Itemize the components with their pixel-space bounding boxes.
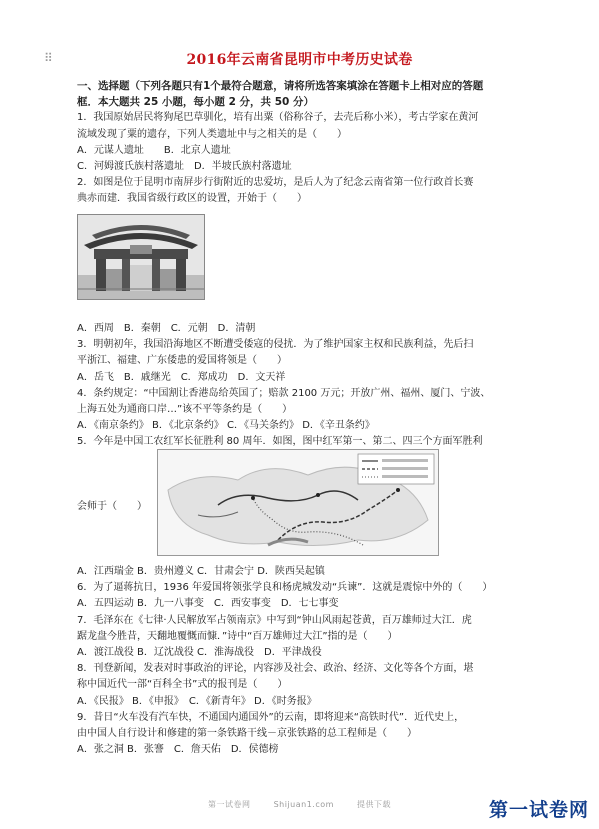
question-line: 流域发现了粟的遗存，下列人类遗址中与之相关的是（ ）: [77, 128, 347, 140]
drag-handle-icon[interactable]: ⠿: [44, 51, 54, 65]
question-line: 3．明朝初年，我国沿海地区不断遭受倭寇的侵扰．为了维护国家主权和民族利益，先后扫: [77, 339, 474, 351]
document-title: 2016年云南省昆明市中考历史试卷: [186, 52, 413, 68]
question-line: 由中国人自行设计和修建的第一条铁路干线－京张铁路的总工程师是（ ）: [77, 728, 417, 740]
section-heading-line: 框．本大题共 25 小题，每小题 2 分，共 50 分）: [77, 96, 314, 109]
question-line: 典赤而建．我国省级行政区的设置，开始于（ ）: [77, 193, 307, 205]
question-line: A．《南京条约》 B．《北京条约》 C．《马关条约》 D．《辛丑条约》: [77, 420, 375, 432]
question-line: 7．毛泽东在《七律·人民解放军占领南京》中写到“钟山风雨起苍黄，百万雄师过大江．虎: [77, 614, 472, 626]
question-line: A．五四运动 B．九一八事变 C．西安事变 D．七七事变: [77, 598, 339, 610]
question-line: A．西周 B．秦朝 C．元朝 D．清朝: [77, 323, 256, 335]
question-line: A．江西瑞金 B．贵州遵义 C．甘肃会宁 D．陕西吴起镇: [77, 566, 325, 578]
question-line: 会师于（ ）: [77, 501, 147, 513]
question-line: A．元谋人遗址 B．北京人遗址: [77, 144, 231, 156]
question-line: A．渡江战役 B．辽沈战役 C．淮海战役 D．平津战役: [77, 647, 322, 659]
question-line: 5．今年是中国工农红军长征胜利 80 周年．如图，图中红军第一、第二、四三个方面军胜利: [77, 436, 483, 448]
question-line: 9．昔日“火车没有汽车快，不通国内通国外”的云南，即将迎来“高铁时代”．近代史上，: [77, 711, 465, 723]
question-line: A．《民报》 B．《申报》 C．《新青年》 D．《时务报》: [77, 695, 317, 707]
section-heading-line: 一、选择题（下列各题只有1个最符合题意，请将所选答案填涂在答题卡上相对应的答题: [77, 80, 484, 92]
question-text: [77, 78, 537, 758]
question-line: 1．我国原始居民将狗尾巴草驯化，培有出粟（俗称谷子，去壳后称小米），考古学家在黄河: [77, 112, 479, 124]
memorial-archway-image: [77, 214, 205, 300]
footer-download-note: 提供下载: [356, 800, 391, 809]
question-line: 8．刊登新闻，发表对时事政治的评论，内容涉及社会、政治、经济、文化等各个方面，堪: [77, 663, 474, 675]
question-line: 6．为了逼蒋抗日，1936 年爱国将领张学良和杨虎城发动“兵谏”．这就是震惊中外的（ ）: [77, 582, 493, 594]
question-line: 称中国近代一部“百科全书”式的报刊是（ ）: [77, 679, 288, 691]
question-line: 上海五处为通商口岸…”该不平等条约是（ ）: [77, 404, 293, 416]
question-line: 平浙江、福建、广东倭患的爱国将领是（ ）: [77, 355, 287, 367]
question-line: 4．条约规定：“中国割让香港岛给英国了；赔款 2100 万元；开放广州、福州、厦门、宁波、: [77, 387, 491, 399]
footer-site-url: Shijuan1.com: [273, 800, 334, 809]
question-line: C．河姆渡氏族村落遗址 D．半坡氏族村落遗址: [77, 161, 292, 173]
question-line: A．岳飞 B．戚继光 C．郑成功 D．文天祥: [77, 371, 286, 383]
footer-site-name: 第一试卷网: [208, 800, 251, 809]
site-logo: 第一试卷网: [488, 799, 589, 821]
question-line: 2．如图是位于昆明市南屏步行街附近的忠爱坊，是后人为了纪念云南省第一位行政首长赛: [77, 177, 474, 189]
long-march-map: [157, 449, 439, 556]
question-line: A．张之洞 B．张謇 C．詹天佑 D．侯德榜: [77, 744, 279, 756]
question-line: 踞龙盘今胜昔，天翻地覆慨而慷．”诗中“百万雄师过大江”指的是（ ）: [77, 630, 398, 642]
